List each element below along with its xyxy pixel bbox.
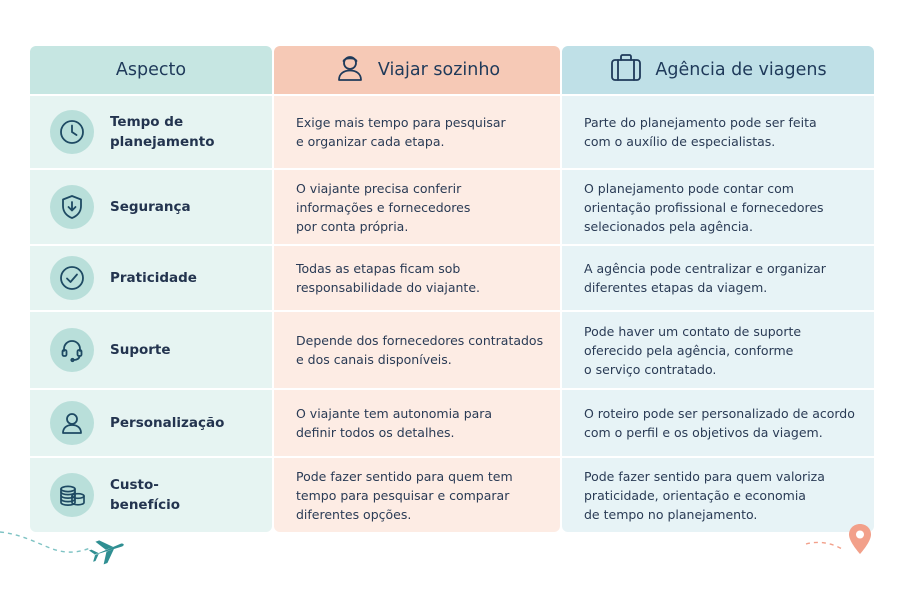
aspect-header bbox=[30, 46, 272, 94]
solo-text: Pode fazer sentido para quem tem tempo para pesquisar e comparar diferentes opções. bbox=[296, 468, 513, 522]
agency-text: Pode fazer sentido para quem valoriza praticidade, orientação e economia de tempo no planejamento. bbox=[584, 468, 825, 522]
check-circle-icon bbox=[50, 256, 94, 300]
solo-text: Todas as etapas ficam sob responsabilidade do viajante. bbox=[296, 261, 480, 295]
agency-header-label: Agência de viagens bbox=[655, 60, 827, 80]
agency-text: A agência pode centralizar e organizar diferentes etapas da viagem. bbox=[584, 261, 826, 295]
airplane-icon bbox=[87, 533, 128, 567]
aspect-cell-practicality bbox=[30, 246, 272, 310]
aspect-label: Custo-benefício bbox=[110, 477, 180, 513]
aspect-label: Suporte bbox=[110, 342, 171, 358]
solo-cell bbox=[274, 170, 560, 244]
aspect-label: Segurança bbox=[110, 199, 191, 215]
agency-cell bbox=[562, 390, 874, 456]
aspect-header-label: Aspecto bbox=[115, 60, 187, 80]
solo-text: O viajante precisa conferir informações e fornecedores por conta própria. bbox=[296, 180, 471, 234]
headset-icon bbox=[50, 328, 94, 372]
solo-cell bbox=[274, 312, 560, 388]
aspect-column bbox=[30, 46, 272, 532]
location-path-decoration bbox=[800, 520, 890, 570]
suitcase-icon bbox=[609, 52, 643, 89]
agency-text: O roteiro pode ser personalizado de acordo com o perfil e os objetivos da viagem. bbox=[584, 406, 855, 440]
solo-cell bbox=[274, 96, 560, 168]
clock-icon bbox=[50, 110, 94, 154]
person-icon bbox=[50, 401, 94, 445]
aspect-label: Tempo de planejamento bbox=[110, 114, 215, 150]
agency-text: Pode haver um contato de suporte oferecido pela agência, conforme o serviço contratado. bbox=[584, 323, 802, 377]
airplane-path-decoration bbox=[0, 520, 140, 580]
solo-column bbox=[274, 46, 560, 532]
shield-check-icon bbox=[50, 185, 94, 229]
agency-text: Parte do planejamento pode ser feita com o auxílio de especialistas. bbox=[584, 115, 817, 149]
aspect-cell-support bbox=[30, 312, 272, 388]
agency-cell bbox=[562, 246, 874, 310]
coins-icon bbox=[50, 473, 94, 517]
agency-header bbox=[562, 46, 874, 94]
aspect-label: Praticidade bbox=[110, 270, 197, 286]
solo-cell bbox=[274, 390, 560, 456]
aspect-cell-planning-time bbox=[30, 96, 272, 168]
aspect-label: Personalização bbox=[110, 415, 225, 431]
location-pin-icon bbox=[849, 524, 871, 554]
agency-column bbox=[562, 46, 874, 532]
solo-cell bbox=[274, 246, 560, 310]
aspect-cell-personalization bbox=[30, 390, 272, 456]
agency-cell bbox=[562, 96, 874, 168]
comparison-table bbox=[30, 46, 874, 532]
solo-header-label: Viajar sozinho bbox=[377, 60, 501, 80]
agency-text: O planejamento pode contar com orientação profissional e fornecedores selecionados pela agência. bbox=[584, 180, 824, 234]
solo-text: Depende dos fornecedores contratados e dos canais disponíveis. bbox=[296, 333, 544, 367]
agency-cell bbox=[562, 170, 874, 244]
solo-text: Exige mais tempo para pesquisar e organizar cada etapa. bbox=[296, 115, 506, 149]
solo-cell bbox=[274, 458, 560, 532]
agency-cell bbox=[562, 312, 874, 388]
solo-text: O viajante tem autonomia para definir todos os detalhes. bbox=[296, 406, 493, 440]
solo-header bbox=[274, 46, 560, 94]
aspect-cell-security bbox=[30, 170, 272, 244]
traveler-icon bbox=[334, 52, 366, 89]
